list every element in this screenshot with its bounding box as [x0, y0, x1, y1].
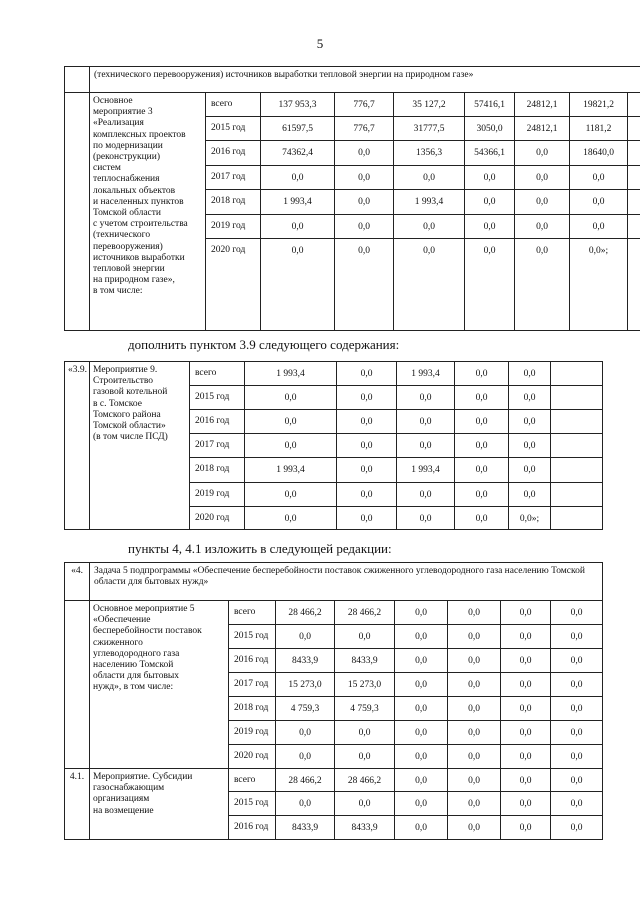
value-cell: 0,0 [395, 649, 448, 673]
value-cell: 0,0 [337, 386, 397, 410]
value-cell: 0,0 [261, 239, 335, 331]
description-line: в том числе: [93, 286, 143, 297]
value-cell: 0,0 [501, 745, 551, 769]
task-header: Задача 5 подпрограммы «Обеспечение бесперебойности поставок сжиженного углеводородного газа населению Томской области для бытовых нужд» [90, 563, 603, 601]
value-cell: 1 993,4 [245, 362, 337, 386]
value-cell: 0,0 [397, 507, 455, 530]
value-cell: 0,0 [395, 769, 448, 792]
value-cell: 0,0 [245, 483, 337, 507]
page-number: 5 [316, 36, 324, 51]
description-line: Томской области [93, 208, 161, 219]
value-cell: 0,0 [515, 215, 570, 239]
instruction-paragraph: дополнить пунктом 3.9 следующего содержания: [128, 337, 400, 352]
empty-cell [628, 93, 640, 117]
value-cell: 0,0 [455, 458, 509, 483]
description-line: населению Томской [93, 660, 174, 671]
value-cell: 0,0 [455, 483, 509, 507]
value-cell: 0,0 [509, 362, 551, 386]
description-line: углеводородного газа [93, 648, 180, 659]
description-line: по модернизации [93, 140, 163, 151]
row-number: 4.1. [65, 769, 90, 840]
empty-cell [551, 362, 603, 386]
value-cell: 0,0 [448, 625, 501, 649]
description-line: Основное [93, 96, 133, 106]
table-row [65, 601, 603, 625]
value-cell: 0,0 [509, 386, 551, 410]
value-cell: 0,0 [448, 816, 501, 840]
value-cell: 0,0 [276, 792, 335, 816]
value-cell: 0,0 [515, 190, 570, 215]
empty-cell [628, 117, 640, 141]
value-cell: 1 993,4 [397, 458, 455, 483]
value-cell: 0,0»; [509, 507, 551, 530]
value-cell: 0,0 [395, 816, 448, 840]
empty-cell [551, 458, 603, 483]
value-cell: 0,0 [394, 239, 465, 331]
value-cell: 0,0 [515, 166, 570, 190]
value-cell: 0,0 [335, 215, 394, 239]
value-cell: 0,0 [501, 769, 551, 792]
value-cell: 0,0 [394, 166, 465, 190]
year-cell: 2016 год [229, 649, 276, 673]
year-cell: 2016 год [206, 141, 261, 166]
year-cell: 2015 год [190, 386, 245, 410]
value-cell: 1181,2 [570, 117, 628, 141]
value-cell: 0,0 [551, 625, 603, 649]
value-cell: 18640,0 [570, 141, 628, 166]
value-cell: 0,0 [515, 141, 570, 166]
description-line: перевооружения) [93, 241, 163, 252]
description-line: Мероприятие 9. [93, 365, 158, 375]
value-cell: 1356,3 [394, 141, 465, 166]
description-line: Основное мероприятие 5 [93, 604, 195, 614]
value-cell: 61597,5 [261, 117, 335, 141]
year-cell: 2018 год [190, 458, 245, 483]
empty-cell [551, 410, 603, 434]
value-cell: 0,0 [245, 410, 337, 434]
event-description [90, 769, 229, 840]
value-cell: 28 466,2 [276, 769, 335, 792]
value-cell: 0,0 [335, 239, 394, 331]
value-cell: 19821,2 [570, 93, 628, 117]
value-cell: 0,0 [551, 745, 603, 769]
description-line: с учетом строительства [93, 219, 188, 230]
description-line: и населенных пунктов [93, 196, 184, 207]
description-line: Томского района [93, 409, 161, 420]
value-cell: 0,0 [570, 166, 628, 190]
value-cell: 0,0 [337, 483, 397, 507]
year-cell: всего [206, 93, 261, 117]
year-cell: 2020 год [229, 745, 276, 769]
value-cell: 0,0 [448, 673, 501, 697]
value-cell: 0,0 [509, 410, 551, 434]
year-cell: 2015 год [229, 625, 276, 649]
value-cell: 0,0 [501, 673, 551, 697]
year-cell: 2020 год [190, 507, 245, 530]
row-number [65, 601, 90, 769]
value-cell: 0,0 [337, 507, 397, 530]
year-cell: 2015 год [229, 792, 276, 816]
instruction-paragraph: пункты 4, 4.1 изложить в следующей редакции: [128, 541, 392, 556]
empty-cell [551, 507, 603, 530]
year-cell: 2016 год [190, 410, 245, 434]
value-cell: 0,0 [335, 166, 394, 190]
value-cell: 24812,1 [515, 93, 570, 117]
value-cell: 0,0 [551, 769, 603, 792]
description-line: комплексных проектов [93, 129, 186, 140]
description-line: (реконструкции) [93, 152, 160, 163]
value-cell: 0,0 [395, 792, 448, 816]
value-cell: 0,0 [448, 745, 501, 769]
value-cell: 0,0 [394, 215, 465, 239]
value-cell: 0,0 [261, 215, 335, 239]
value-cell: 0,0 [335, 625, 395, 649]
description-line: «Обеспечение [93, 615, 151, 626]
empty-cell [628, 166, 640, 190]
value-cell: 3050,0 [465, 117, 515, 141]
year-cell: 2015 год [206, 117, 261, 141]
event-description [90, 601, 229, 769]
value-cell: 0,0 [245, 507, 337, 530]
empty-cell [628, 215, 640, 239]
task-number: «4. [65, 563, 90, 601]
description-line: Томской области» [93, 421, 166, 432]
year-cell: 2017 год [206, 166, 261, 190]
value-cell: 31777,5 [394, 117, 465, 141]
description-line: источников выработки [93, 252, 185, 263]
value-cell: 0,0 [395, 625, 448, 649]
table-row [65, 769, 603, 792]
year-cell: 2019 год [190, 483, 245, 507]
description-line: (технического [93, 230, 151, 241]
year-cell: 2019 год [206, 215, 261, 239]
value-cell: 28 466,2 [276, 601, 335, 625]
value-cell: 0,0 [337, 410, 397, 434]
value-cell: 0,0 [395, 601, 448, 625]
value-cell: 0,0 [337, 434, 397, 458]
funding-table-event-3 [64, 66, 640, 331]
description-line: газоснабжающим [93, 783, 165, 794]
value-cell: 0,0 [501, 721, 551, 745]
empty-cell [551, 386, 603, 410]
value-cell: 1 993,4 [261, 190, 335, 215]
value-cell: 1 993,4 [394, 190, 465, 215]
value-cell: 0,0 [465, 215, 515, 239]
value-cell: 0,0 [337, 458, 397, 483]
value-cell: 28 466,2 [335, 769, 395, 792]
description-line: на возмещение [93, 805, 154, 816]
description-line: тепловой энергии [93, 264, 165, 275]
table-row [65, 362, 603, 386]
value-cell: 0,0 [395, 745, 448, 769]
value-cell: 0,0 [515, 239, 570, 331]
year-cell: всего [229, 601, 276, 625]
description-line: в с. Томское [93, 398, 142, 409]
value-cell: 0,0 [276, 625, 335, 649]
description-line: Мероприятие. Субсидии [93, 772, 193, 782]
description-line: теплоснабжения [93, 174, 160, 185]
value-cell: 4 759,3 [276, 697, 335, 721]
value-cell: 35 127,2 [394, 93, 465, 117]
description-line: на природном газе», [93, 275, 175, 286]
value-cell: 0,0 [397, 410, 455, 434]
value-cell: 0,0 [335, 190, 394, 215]
year-cell: 2019 год [229, 721, 276, 745]
value-cell: 0,0 [448, 601, 501, 625]
value-cell: 0,0 [448, 649, 501, 673]
value-cell: 0,0 [501, 792, 551, 816]
year-cell: 2018 год [229, 697, 276, 721]
value-cell: 0,0 [501, 625, 551, 649]
value-cell: 0,0 [335, 721, 395, 745]
description-line: организациям [93, 794, 150, 805]
value-cell: 0,0 [397, 483, 455, 507]
value-cell: 0,0 [551, 649, 603, 673]
description-line: газовой котельной [93, 387, 168, 398]
year-cell: 2018 год [206, 190, 261, 215]
value-cell: 1 993,4 [245, 458, 337, 483]
year-cell: всего [190, 362, 245, 386]
event-description [90, 93, 206, 331]
value-cell: 0,0 [501, 697, 551, 721]
description-line: локальных объектов [93, 185, 176, 196]
value-cell: 0,0 [455, 362, 509, 386]
year-cell: 2020 год [206, 239, 261, 331]
row-number [65, 93, 90, 331]
value-cell: 0,0 [465, 190, 515, 215]
funding-table-task-5 [64, 562, 603, 840]
value-cell: 0,0 [335, 141, 394, 166]
description-line: сжиженного [93, 637, 143, 648]
value-cell: 0,0 [570, 190, 628, 215]
value-cell: 0,0 [509, 483, 551, 507]
value-cell: 15 273,0 [335, 673, 395, 697]
value-cell: 0,0 [455, 434, 509, 458]
value-cell: 0,0 [395, 673, 448, 697]
value-cell: 8433,9 [276, 649, 335, 673]
value-cell: 0,0 [337, 362, 397, 386]
value-cell: 0,0 [397, 386, 455, 410]
year-cell: 2017 год [229, 673, 276, 697]
value-cell: 0,0 [276, 745, 335, 769]
value-cell: 0,0 [465, 239, 515, 331]
value-cell: 776,7 [335, 93, 394, 117]
empty-cell [628, 141, 640, 166]
value-cell: 0,0 [501, 601, 551, 625]
value-cell: 0,0 [501, 649, 551, 673]
empty-cell [628, 190, 640, 215]
value-cell: 0,0 [395, 721, 448, 745]
value-cell: 0,0 [551, 792, 603, 816]
value-cell: 8433,9 [276, 816, 335, 840]
value-cell: 0,0 [276, 721, 335, 745]
value-cell: 0,0 [509, 434, 551, 458]
value-cell: 0,0 [335, 792, 395, 816]
value-cell: 0,0 [448, 769, 501, 792]
value-cell: 0,0»; [570, 239, 628, 331]
value-cell: 57416,1 [465, 93, 515, 117]
value-cell: 0,0 [455, 386, 509, 410]
table-row [65, 93, 640, 117]
year-cell: всего [229, 769, 276, 792]
value-cell: 8433,9 [335, 816, 395, 840]
value-cell: 0,0 [245, 386, 337, 410]
value-cell: 0,0 [455, 410, 509, 434]
description-line: «Реализация [93, 118, 144, 129]
description-line: бесперебойности поставок [93, 626, 202, 637]
value-cell: 0,0 [551, 673, 603, 697]
description-line: нужд», в том числе: [93, 682, 174, 693]
value-cell: 74362,4 [261, 141, 335, 166]
value-cell: 0,0 [448, 721, 501, 745]
value-cell: 0,0 [501, 816, 551, 840]
event-description [90, 362, 190, 530]
year-cell: 2016 год [229, 816, 276, 840]
value-cell: 137 953,3 [261, 93, 335, 117]
value-cell: 4 759,3 [335, 697, 395, 721]
description-line: области для бытовых [93, 671, 180, 682]
value-cell: 0,0 [395, 697, 448, 721]
description-line: мероприятие 3 [93, 107, 153, 118]
value-cell: 1 993,4 [397, 362, 455, 386]
value-cell: 8433,9 [335, 649, 395, 673]
value-cell: 15 273,0 [276, 673, 335, 697]
value-cell: 0,0 [570, 215, 628, 239]
value-cell: 776,7 [335, 117, 394, 141]
value-cell: 0,0 [551, 697, 603, 721]
value-cell: 0,0 [261, 166, 335, 190]
value-cell: 0,0 [455, 507, 509, 530]
empty-cell [628, 239, 640, 331]
number-cell [65, 67, 90, 93]
value-cell: 0,0 [551, 601, 603, 625]
year-cell: 2017 год [190, 434, 245, 458]
funding-table-event-3-9 [64, 361, 603, 530]
value-cell: 0,0 [448, 792, 501, 816]
value-cell: 0,0 [551, 816, 603, 840]
value-cell: 0,0 [509, 458, 551, 483]
value-cell: 0,0 [551, 721, 603, 745]
description-line: Строительство [93, 376, 154, 387]
value-cell: 28 466,2 [335, 601, 395, 625]
value-cell: 0,0 [465, 166, 515, 190]
value-cell: 0,0 [335, 745, 395, 769]
value-cell: 54366,1 [465, 141, 515, 166]
value-cell: 0,0 [397, 434, 455, 458]
value-cell: 0,0 [448, 697, 501, 721]
value-cell: 24812,1 [515, 117, 570, 141]
description-line: (в том числе ПСД) [93, 432, 168, 443]
section-header: (технического перевооружения) источников выработки тепловой энергии на природном газе» [90, 67, 640, 93]
value-cell: 0,0 [245, 434, 337, 458]
description-line: систем [93, 163, 121, 174]
row-number: «3.9. [65, 362, 90, 530]
empty-cell [551, 434, 603, 458]
empty-cell [551, 483, 603, 507]
